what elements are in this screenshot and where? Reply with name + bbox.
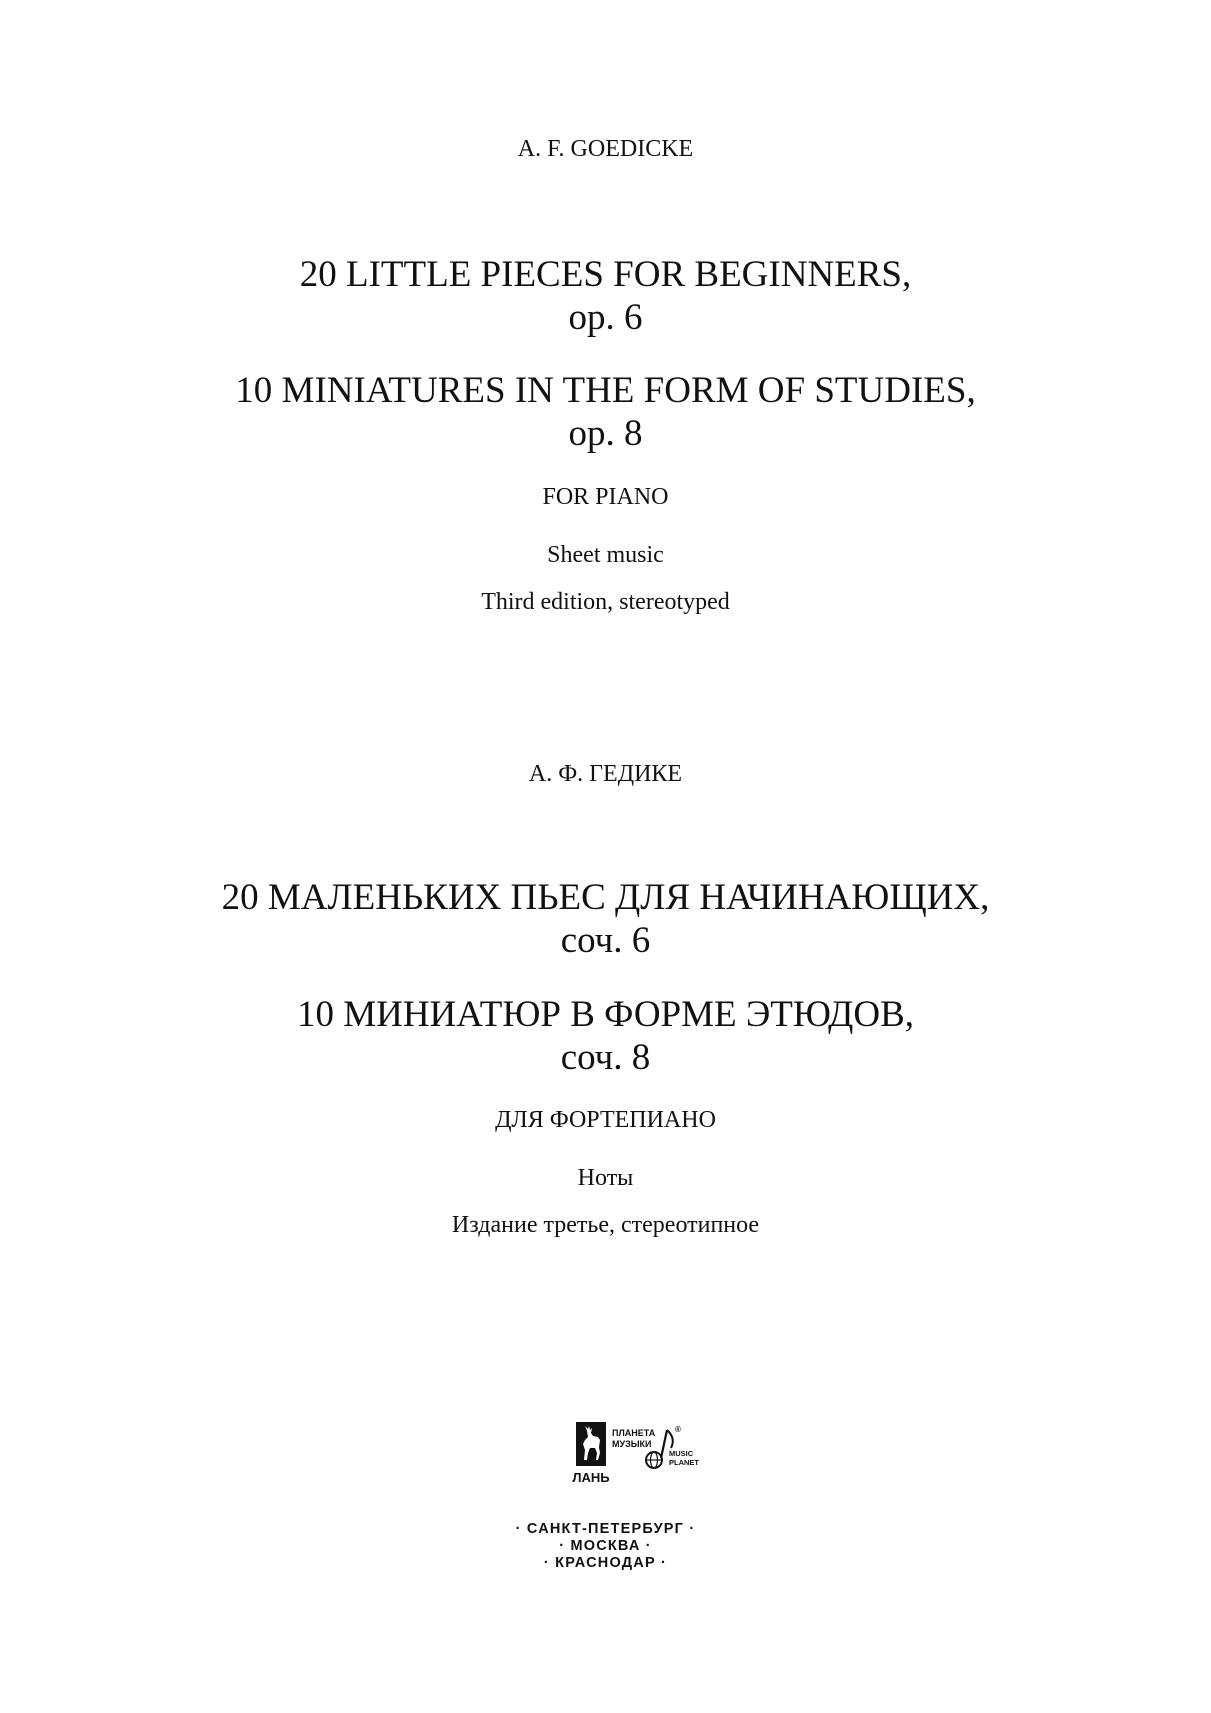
publisher-city-moscow: · МОСКВА · [559, 1537, 652, 1554]
title-english-2: 10 MINIATURES IN THE FORM OF STUDIES, [235, 370, 976, 411]
title-english-1: 20 LITTLE PIECES FOR BEGINNERS, [299, 254, 912, 295]
title-russian-1: 20 МАЛЕНЬКИХ ПЬЕС ДЛЯ НАЧИНАЮЩИХ, [221, 877, 990, 918]
publisher-city-krasnodar: · КРАСНОДАР · [543, 1554, 668, 1571]
edition-type-english: Sheet music [547, 542, 664, 568]
svg-text:PLANET: PLANET [669, 1458, 699, 1467]
opus-english-1: op. 6 [568, 297, 643, 338]
publisher-city-spb: · САНКТ-ПЕТЕРБУРГ · [515, 1520, 696, 1537]
edition-russian: Издание третье, стереотипное [451, 1212, 760, 1238]
lan-music-planet-logo-icon [572, 1420, 699, 1492]
svg-text:ПЛАНЕТА: ПЛАНЕТА [612, 1428, 656, 1438]
title-russian-2: 10 МИНИАТЮР В ФОРМЕ ЭТЮДОВ, [296, 994, 915, 1035]
author-russian: А. Ф. ГЕДИКЕ [528, 761, 683, 787]
opus-russian-2: соч. 8 [560, 1037, 651, 1078]
svg-text:MUSIC: MUSIC [669, 1449, 694, 1458]
svg-text:®: ® [675, 1425, 681, 1434]
edition-english: Third edition, stereotyped [481, 589, 730, 615]
author-english: A. F. GOEDICKE [517, 136, 694, 162]
instrument-english: FOR PIANO [542, 484, 669, 510]
opus-english-2: op. 8 [568, 413, 643, 454]
instrument-russian: ДЛЯ ФОРТЕПИАНО [495, 1107, 716, 1133]
svg-text:МУЗЫКИ: МУЗЫКИ [612, 1439, 652, 1449]
svg-text:ЛАНЬ: ЛАНЬ [572, 1470, 610, 1485]
edition-type-russian: Ноты [577, 1165, 634, 1191]
opus-russian-1: соч. 6 [560, 920, 651, 961]
